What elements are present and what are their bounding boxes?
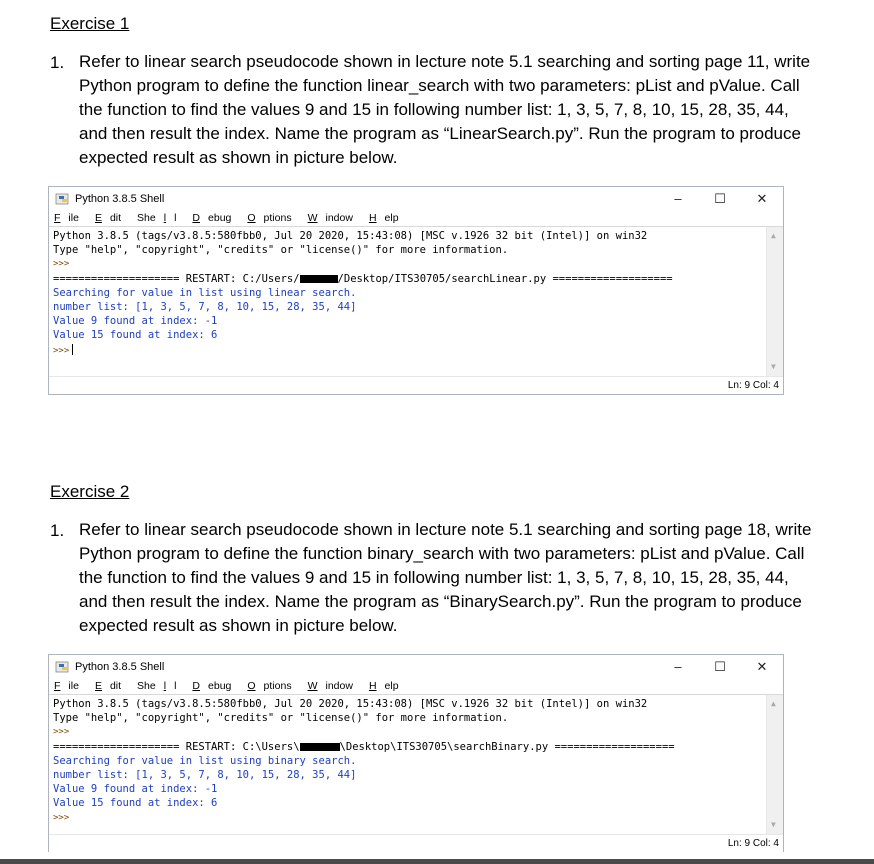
output-line: Searching for value in list using binary search.: [53, 754, 357, 767]
python-icon: [55, 192, 71, 206]
python-shell-window: [48, 186, 784, 395]
restart-line: ==================== RESTART: C:/Users/ /Desktop/ITS30705/searchLinear.py ===================: [53, 272, 673, 285]
menu-edit[interactable]: E dit: [94, 212, 122, 224]
minimize-button[interactable]: –: [674, 191, 682, 206]
page-bottom-edge: [0, 859, 874, 864]
menu-help[interactable]: H elp: [368, 212, 399, 224]
question-number: 1.: [50, 53, 65, 72]
maximize-button[interactable]: ☐: [714, 190, 726, 206]
scroll-down-icon[interactable]: ▼: [771, 819, 776, 829]
python-shell-window: [48, 654, 784, 852]
menu-debug[interactable]: D ebug: [192, 680, 232, 692]
active-prompt-line: >>>: [53, 812, 70, 823]
banner-line-1: Python 3.8.5 (tags/v3.8.5:580fbb0, Jul 20 2020, 15:43:08) [MSC v.1926 32 bit (Intel)] on win32: [53, 698, 648, 710]
shell-prompt: >>>: [53, 259, 70, 270]
redacted-username: [300, 275, 338, 283]
question-number: 1.: [50, 521, 65, 540]
python-icon: [55, 660, 71, 674]
vertical-scrollbar[interactable]: [766, 695, 783, 834]
shell-prompt: >>>: [53, 727, 70, 738]
window-titlebar: [49, 187, 783, 210]
close-button[interactable]: ✕: [756, 190, 768, 206]
exercise-2-heading: Exercise 2: [50, 482, 130, 501]
status-bar: [49, 834, 783, 852]
output-line: Value 9 found at index: -1: [53, 783, 218, 796]
menu-options[interactable]: O ptions: [247, 680, 292, 692]
menu-debug[interactable]: D ebug: [192, 212, 232, 224]
maximize-button[interactable]: ☐: [714, 658, 726, 674]
shell-output-area[interactable]: [49, 694, 783, 834]
minimize-button[interactable]: –: [674, 659, 682, 674]
status-bar: [49, 376, 783, 394]
output-line: Value 15 found at index: 6: [53, 797, 218, 810]
menu-window[interactable]: W indow: [307, 212, 353, 224]
cursor-position: Ln: 9 Col: 4: [727, 838, 779, 849]
active-prompt-line: >>>: [53, 343, 783, 357]
banner-line-2: Type "help", "copyright", "credits" or "license()" for more information.: [53, 244, 509, 257]
output-line: number list: [1, 3, 5, 7, 8, 10, 15, 28, 35, 44]: [53, 300, 357, 313]
text-cursor: [72, 344, 73, 355]
menu-shell[interactable]: She l l: [137, 212, 177, 224]
menu-help[interactable]: H elp: [368, 680, 399, 692]
redacted-username: [300, 743, 340, 751]
output-line: Searching for value in list using linear search.: [53, 286, 357, 299]
question-text: Refer to linear search pseudocode shown in lecture note 5.1 searching and sorting page 11, write Python program to define the function linear_search with two parameters: pList and pValue. Call the function to find the values 9 and 15 in following number list: 1, 3, 5, 7, 8, 10, 15, 28, 35, 44, and then result the index. Name the program as “LinearSearch.py”. Run the program to produce expected result as shown in picture below.: [79, 52, 811, 167]
menu-edit[interactable]: E dit: [94, 680, 122, 692]
menu-window[interactable]: W indow: [307, 680, 353, 692]
output-line: number list: [1, 3, 5, 7, 8, 10, 15, 28, 35, 44]: [53, 768, 357, 781]
window-title: Python 3.8.5 Shell: [75, 192, 165, 205]
menu-file[interactable]: F ile: [54, 212, 79, 224]
scroll-up-icon[interactable]: ▲: [771, 231, 776, 240]
menu-shell[interactable]: She l l: [137, 680, 177, 692]
banner-line-1: Python 3.8.5 (tags/v3.8.5:580fbb0, Jul 20 2020, 15:43:08) [MSC v.1926 32 bit (Intel)] on win32: [53, 230, 648, 242]
menu-bar: [49, 678, 783, 694]
scroll-up-icon[interactable]: ▲: [771, 699, 776, 708]
vertical-scrollbar[interactable]: [766, 227, 783, 376]
restart-line: ==================== RESTART: C:\Users\ \Desktop\ITS30705\searchBinary.py ===================: [53, 740, 675, 753]
banner-line-2: Type "help", "copyright", "credits" or "license()" for more information.: [53, 712, 509, 725]
menu-file[interactable]: F ile: [54, 680, 79, 692]
menu-bar: [49, 210, 783, 226]
question-text: Refer to linear search pseudocode shown in lecture note 5.1 searching and sorting page 18, write Python program to define the function binary_search with two parameters: pList and pValue. Call the function to find the values 9 and 15 in following number list: 1, 3, 5, 7, 8, 10, 15, 28, 35, 44, and then result the index. Name the program as “BinarySearch.py”. Run the program to produce expected result as shown in picture below.: [79, 520, 812, 635]
window-titlebar: [49, 655, 783, 678]
menu-options[interactable]: O ptions: [247, 212, 292, 224]
cursor-position: Ln: 9 Col: 4: [727, 380, 779, 391]
window-title: Python 3.8.5 Shell: [75, 660, 165, 673]
output-line: Value 9 found at index: -1: [53, 315, 218, 328]
shell-output-area[interactable]: [49, 226, 783, 376]
close-button[interactable]: ✕: [756, 658, 768, 674]
output-line: Value 15 found at index: 6: [53, 329, 218, 342]
exercise-1-heading: Exercise 1: [50, 14, 130, 33]
scroll-down-icon[interactable]: ▼: [771, 361, 776, 371]
